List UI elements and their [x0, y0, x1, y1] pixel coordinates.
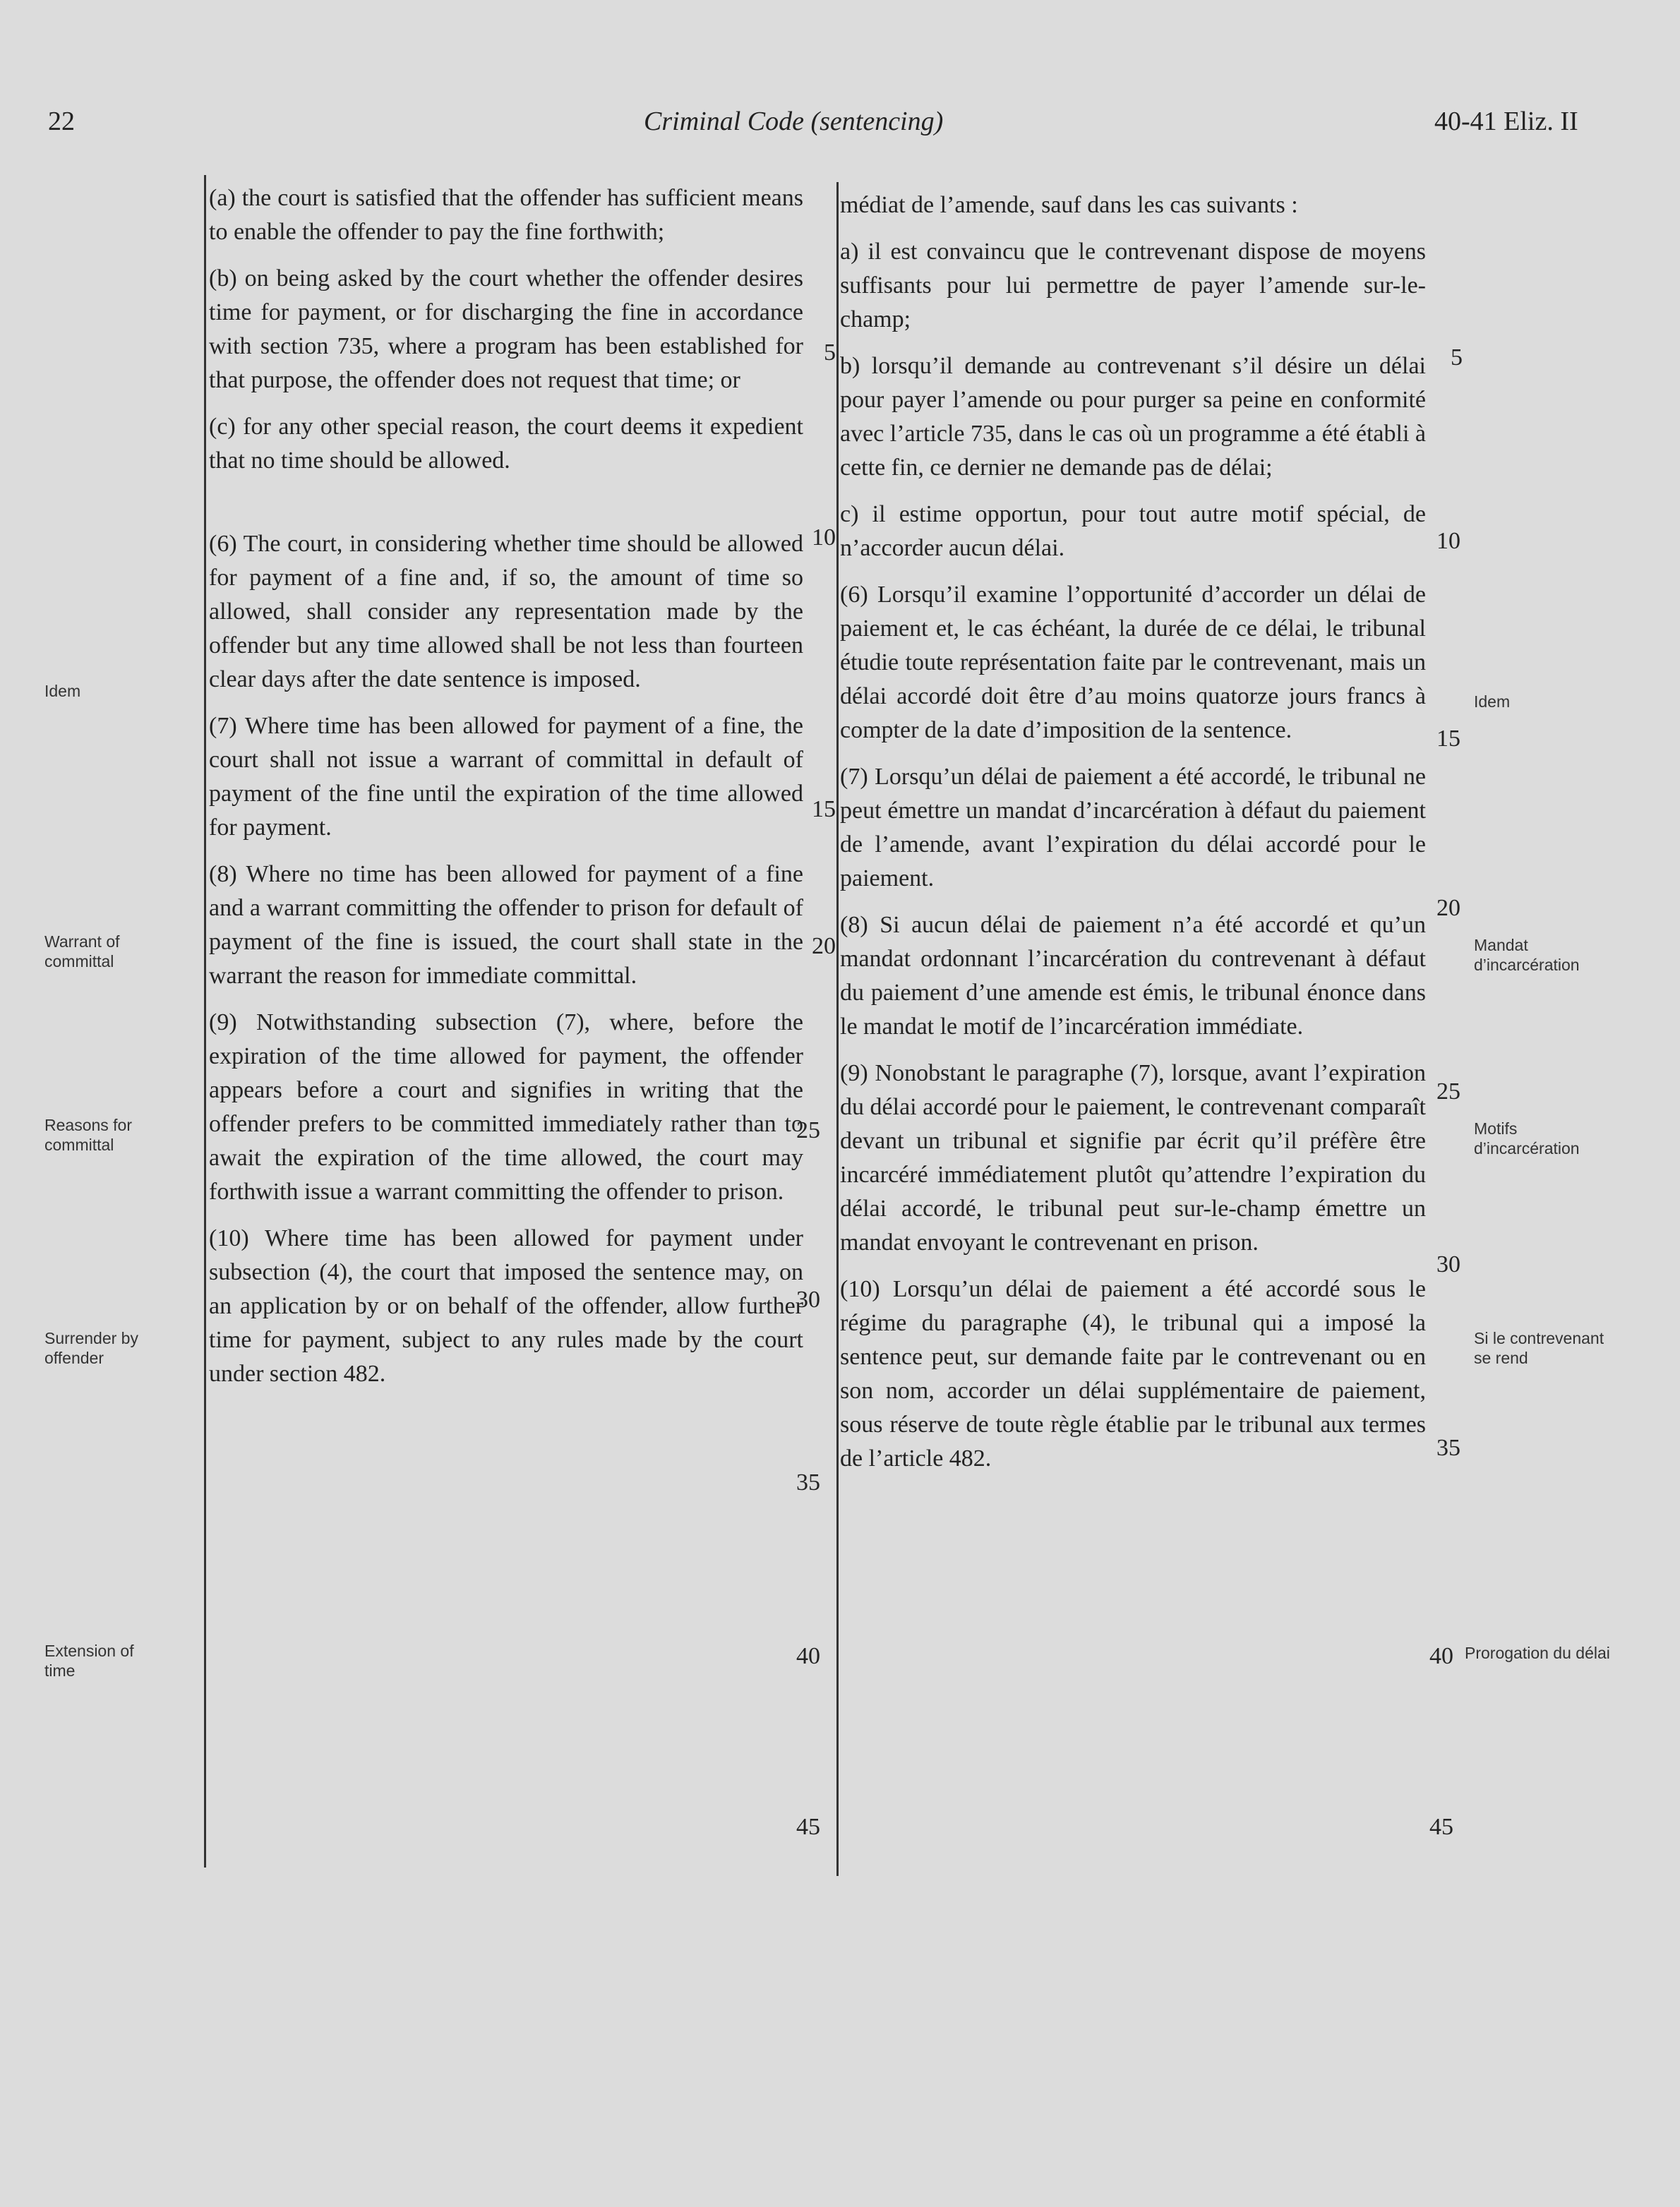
fr-subsection-8: (8) Si aucun délai de paiement n’a été accordé et qu’un mandat ordonnant l’incarcération du contrevenant à défaut du paiement d’une amende est émis, le tribunal énonce dans le mandat le motif de l’incarcération immédiate.: [840, 912, 1426, 1040]
en-line-number: 30: [796, 1287, 820, 1313]
fr-subsection-6: (6) Lorsqu’il examine l’opportunité d’accorder un délai de paiement et, le cas échéant, la durée de ce délai, le tribunal étudie toute représentation faite par le contrevenant, mais un délai accordé doit être d’au moins quatorze jours francs à compter de la date d’imposition de la sentence.: [840, 582, 1426, 743]
margin-note-fr-idem: Idem: [1474, 692, 1511, 711]
fr-line-number: 20: [1436, 895, 1460, 921]
fr-subsection-7: (7) Lorsqu’un délai de paiement a été accordé, le tribunal ne peut émettre un mandat d’incarcération à défaut du paiement de l’amende, avant l’expiration du délai accordé pour le paiement.: [840, 764, 1426, 891]
margin-note-en-reasons: Reasons for committal: [44, 1116, 133, 1154]
margin-note-en-extension: Extension of time: [44, 1642, 134, 1680]
margin-note-fr-mandat: Mandat d’incarcération: [1474, 936, 1580, 974]
margin-note-en-idem: Idem: [44, 682, 81, 700]
en-subsection-7: (7) Where time has been allowed for payment of a fine, the court shall not issue a warrant of committal in default of payment of the fine until the expiration of the time allowed for payment.: [209, 713, 803, 841]
en-line-number: 10: [812, 524, 836, 551]
en-line-number: 25: [796, 1117, 820, 1143]
en-subsection-10: (10) Where time has been allowed for payment under subsection (4), the court that imposed the sentence may, on an application by or on behalf of the offender, allow further time for payment, subject to any rules made by the court under section 482.: [209, 1225, 803, 1387]
fr-line-number: 40: [1429, 1643, 1453, 1669]
en-subsection-6: (6) The court, in considering whether time should be allowed for payment of a fine and, if so, the amount of time so allowed, shall consider any representation made by the offender but any time allowed shall be not less than fourteen clear days after the date sentence is imposed.: [209, 531, 803, 692]
en-paragraph-c: (c) for any other special reason, the court deems it expedient that no time should be allowed.: [209, 414, 803, 474]
fr-line-number: 30: [1436, 1251, 1460, 1277]
en-line-number: 5: [824, 339, 836, 366]
french-column: [840, 188, 1426, 1476]
fr-line-number: 45: [1429, 1814, 1453, 1840]
margin-note-en-warrant: Warrant of committal: [44, 932, 120, 970]
margin-note-fr-contrevenant: Si le contrevenant se rend: [1474, 1329, 1604, 1367]
fr-paragraph-c: c) il estime opportun, pour tout autre motif spécial, de n’accorder aucun délai.: [840, 501, 1426, 561]
en-paragraph-a: (a) the court is satisfied that the offender has sufficient means to enable the offender to pay the fine forthwith;: [209, 185, 803, 245]
fr-line-number: 25: [1436, 1078, 1460, 1105]
fr-line-number: 35: [1436, 1435, 1460, 1461]
fr-line-number: 5: [1451, 344, 1463, 371]
left-column-rule: [204, 175, 206, 1868]
page-number: 22: [48, 107, 75, 136]
en-line-number: 20: [812, 933, 836, 959]
en-subsection-9: (9) Notwithstanding subsection (7), where, before the expiration of the time allowed for payment, the offender appears before a court and signifies in writing that the offender prefers to be committed immediately rather than to await the expiration of the time allowed, the court may forthwith issue a warrant committing the offender to prison.: [209, 1009, 803, 1205]
margin-note-en-surrender: Surrender by offender: [44, 1329, 138, 1367]
en-line-number: 15: [812, 796, 836, 822]
margin-note-fr-prorogation: Prorogation du délai: [1465, 1644, 1610, 1662]
en-line-number: 40: [796, 1643, 820, 1669]
fr-paragraph-b: b) lorsqu’il demande au contrevenant s’il désire un délai pour payer l’amende ou pour purger sa peine en conformité avec l’article 735, dans le cas où un programme a été établi à cette fin, ce dernier ne demande pas de délai;: [840, 353, 1426, 481]
en-line-number: 35: [796, 1469, 820, 1496]
regnal-year: 40-41 Eliz. II: [1434, 107, 1578, 136]
fr-paragraph-a: a) il est convaincu que le contrevenant dispose de moyens suffisants pour lui permettre de payer l’amende sur-le-champ;: [840, 239, 1426, 332]
fr-paragraph-continuation: médiat de l’amende, sauf dans les cas suivants :: [840, 192, 1298, 218]
margin-note-fr-motifs: Motifs d’incarcération: [1474, 1119, 1580, 1157]
fr-subsection-10: (10) Lorsqu’un délai de paiement a été accordé sous le régime du paragraphe (4), le tribunal qui a imposé la sentence peut, sur demande faite par le contrevenant ou en son nom, accorder un délai supplémentaire de paiement, sous réserve de toute règle établie par le tribunal aux termes de l’article 482.: [840, 1276, 1426, 1472]
center-column-rule: [836, 182, 839, 1876]
en-line-number: 45: [796, 1814, 820, 1840]
en-subsection-8: (8) Where no time has been allowed for payment of a fine and a warrant committing the offender to prison for default of payment of the fine is issued, the court shall state in the warrant the reason for immediate committal.: [209, 861, 803, 989]
en-paragraph-b: (b) on being asked by the court whether the offender desires time for payment, or for discharging the fine in accordance with section 735, where a program has been established for that purpose, the offender does not request that time; or: [209, 265, 803, 393]
fr-line-number: 15: [1436, 726, 1460, 752]
english-column: [209, 181, 803, 1391]
fr-subsection-9: (9) Nonobstant le paragraphe (7), lorsque, avant l’expiration du délai accordé pour le paiement, le contrevenant comparaît devant un tribunal et signifie par écrit qu’il préfère être incarcéré immédiatement plutôt qu’attendre l’expiration du délai accordé, le tribunal peut sur-le-champ émettre un mandat envoyant le contrevenant en prison.: [840, 1060, 1426, 1256]
fr-line-number: 10: [1436, 528, 1460, 554]
running-title: Criminal Code (sentencing): [644, 107, 944, 136]
